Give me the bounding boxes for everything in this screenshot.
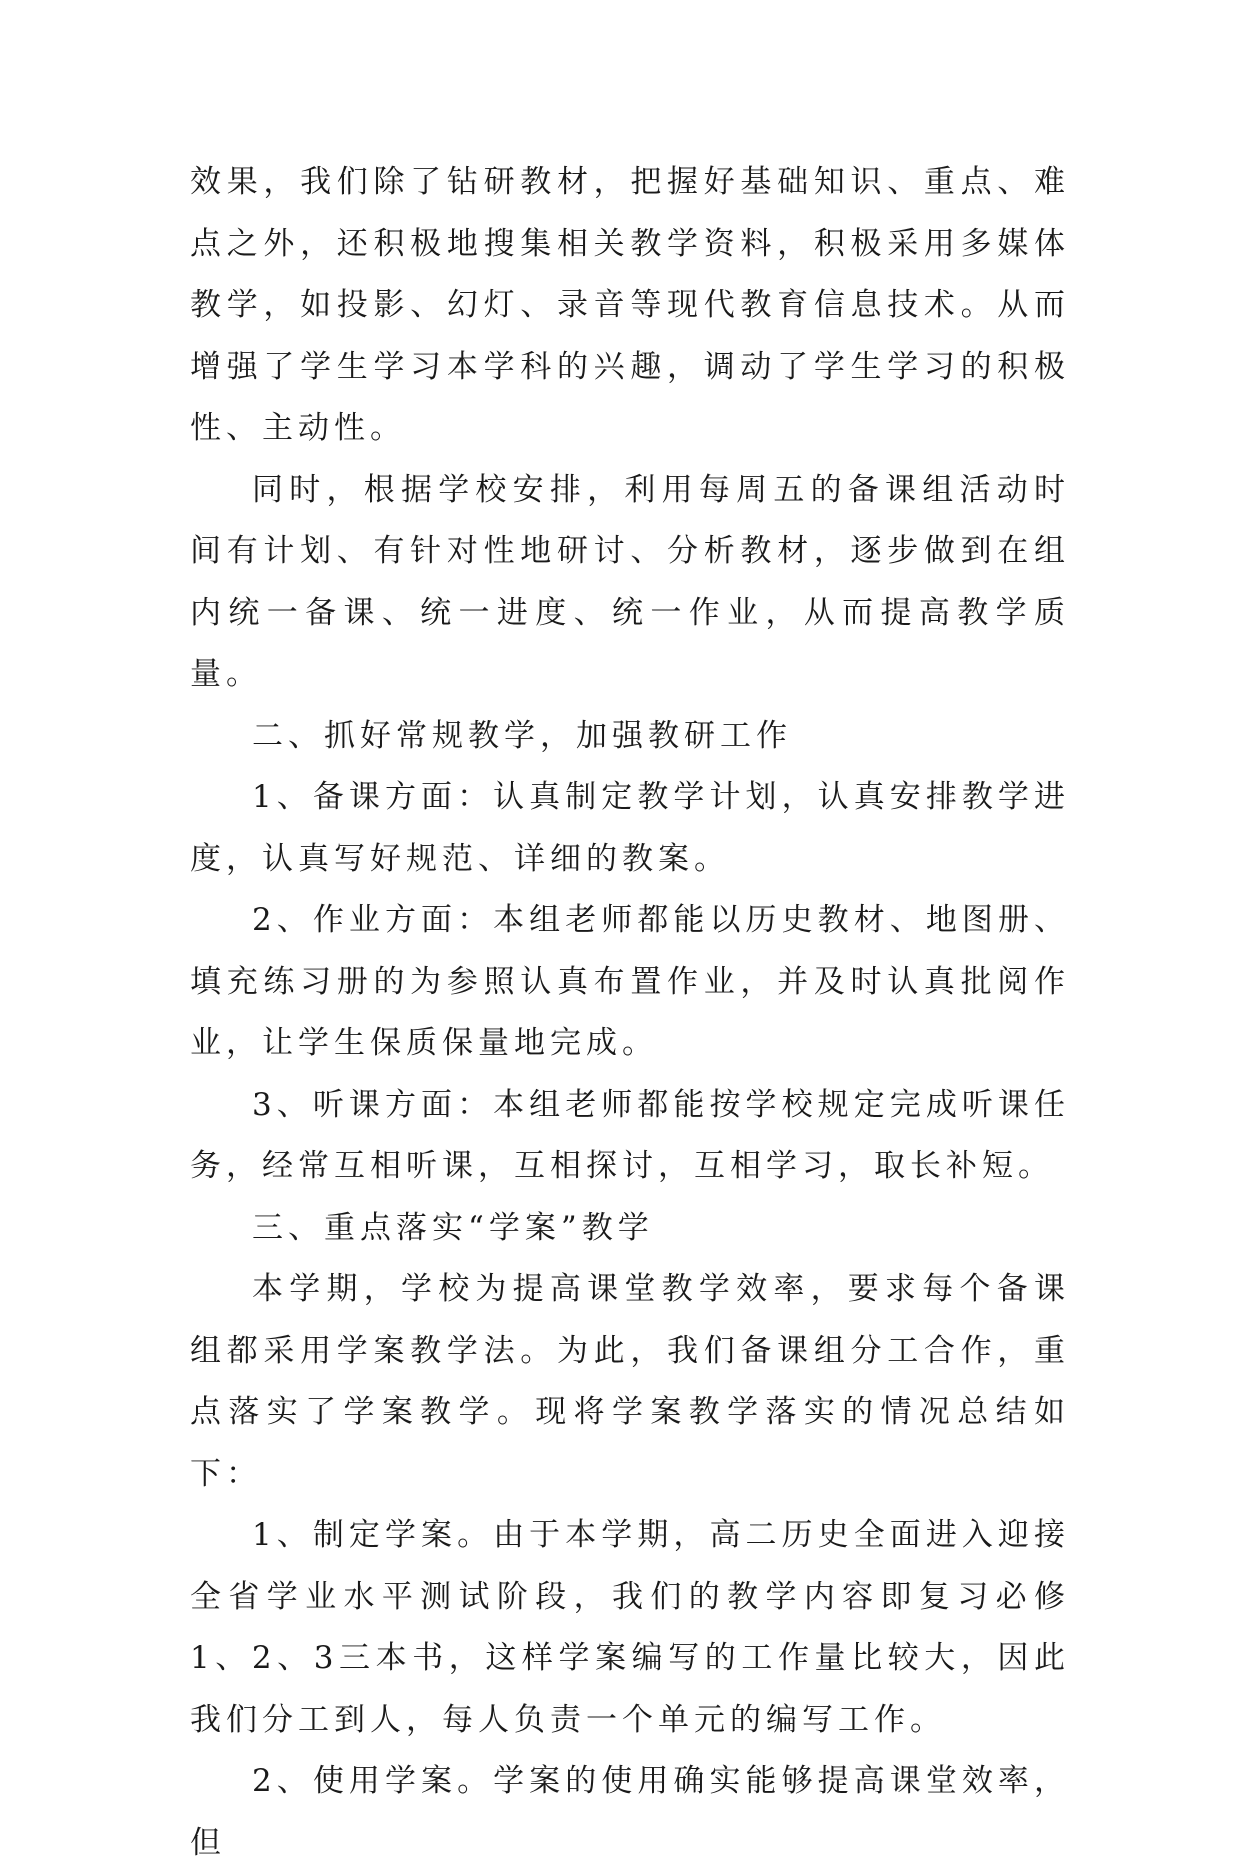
paragraph-5: 2、作业方面：本组老师都能以历史教材、地图册、填充练习册的为参照认真布置作业，并及时认真批阅作业，让学生保质保量地完成。	[190, 902, 1070, 1061]
paragraph-2: 同时，根据学校安排，利用每周五的备课组活动时间有计划、有针对性地研讨、分析教材，逐步做到在组内统一备课、统一进度、统一作业，从而提高教学质量。	[190, 471, 1070, 692]
section-heading-2: 二、抓好常规教学，加强教研工作	[252, 717, 792, 754]
section-heading-3: 三、重点落实“学案”教学	[252, 1209, 654, 1246]
paragraph-10: 2、使用学案。学案的使用确实能够提高课堂效率，但	[190, 1763, 1070, 1861]
paragraph-8: 本学期，学校为提高课堂教学效率，要求每个备课组都采用学案教学法。为此，我们备课组分工合作，重点落实了学案教学。现将学案教学落实的情况总结如下：	[190, 1271, 1070, 1492]
paragraph-4: 1、备课方面：认真制定教学计划，认真安排教学进度，认真写好规范、详细的教案。	[190, 779, 1070, 877]
paragraph-1: 效果，我们除了钻研教材，把握好基础知识、重点、难点之外，还积极地搜集相关教学资料，积极采用多媒体教学，如投影、幻灯、录音等现代教育信息技术。从而增强了学生学习本学科的兴趣，调动了学生学习的积极性、主动性。	[190, 164, 1070, 446]
paragraph-9: 1、制定学案。由于本学期，高二历史全面进入迎接全省学业水平测试阶段，我们的教学内容即复习必修1、2、3三本书，这样学案编写的工作量比较大，因此我们分工到人，每人负责一个单元的编写工作。	[190, 1517, 1070, 1738]
paragraph-6: 3、听课方面：本组老师都能按学校规定完成听课任务，经常互相听课，互相探讨，互相学习，取长补短。	[190, 1086, 1070, 1184]
document-body	[190, 152, 1070, 1874]
